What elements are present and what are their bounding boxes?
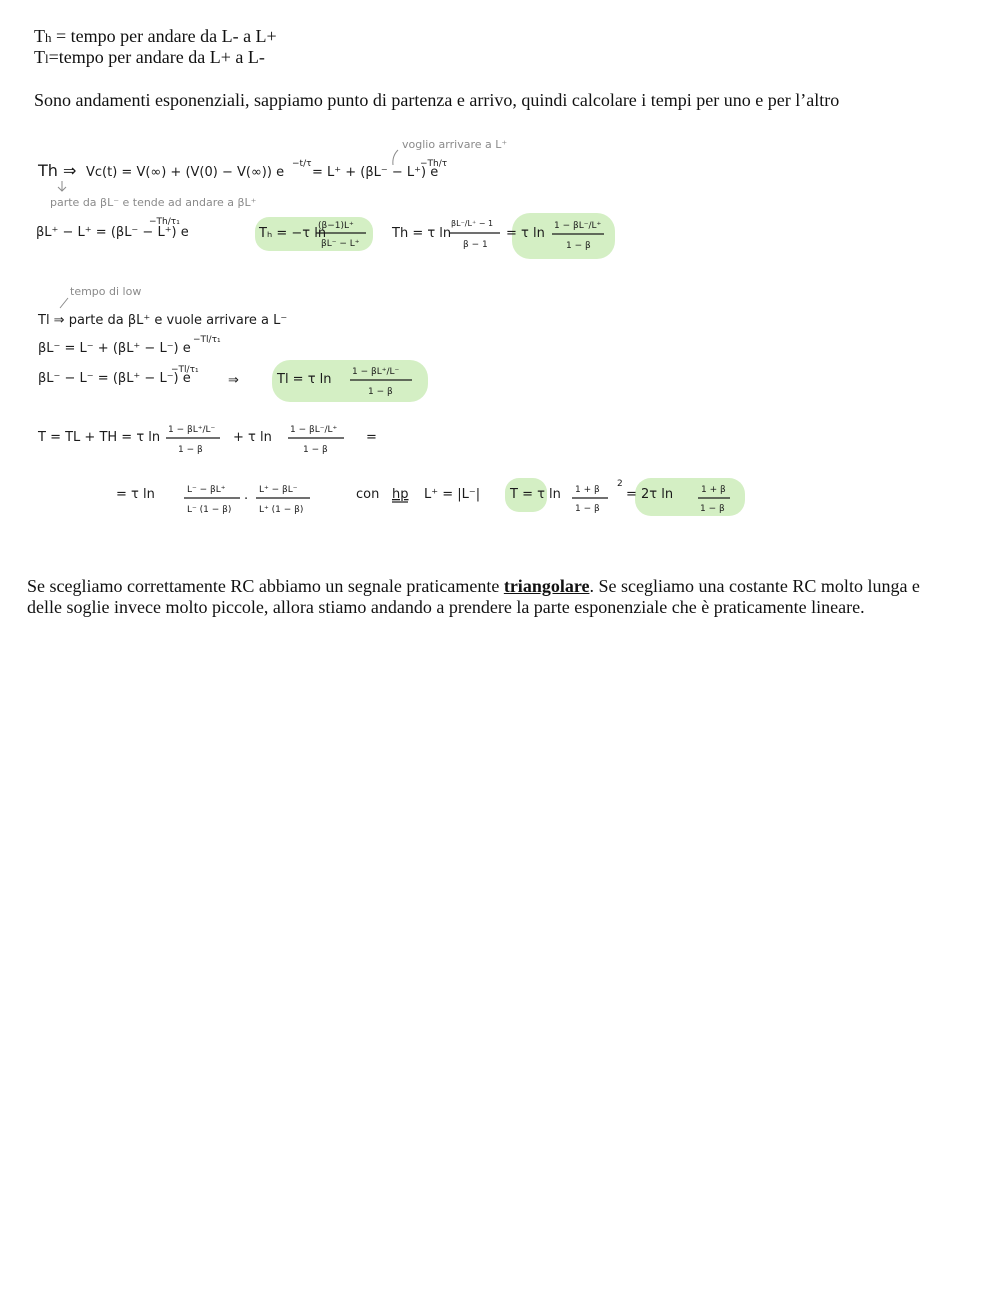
th-symbol: T	[34, 26, 45, 46]
intro-paragraph: Sono andamenti esponenziali, sappiamo punto di partenza e arrivo, quindi calcolare i tempi per uno e per l’altro	[34, 90, 840, 110]
line6-frac1-num: 1 − βL⁺/L⁻	[168, 425, 216, 435]
line5-frac-num: 1 − βL⁺/L⁻	[352, 367, 400, 377]
line1-rhs: = L⁺ + (βL⁻ − L⁺) e	[312, 165, 439, 180]
line7-hp: hp	[392, 487, 409, 502]
line7-frac4-den: 1 − β	[700, 504, 725, 514]
line6-frac2-num: 1 − βL⁻/L⁺	[290, 425, 338, 435]
closing-emphasis: triangolare	[503, 576, 590, 596]
line7-frac1-den: L⁻ (1 − β)	[187, 505, 232, 515]
note-soglia: voglio arrivare a L⁺	[402, 138, 508, 151]
line7-t: T = τ ln	[510, 487, 561, 502]
closing-paragraph	[27, 576, 957, 618]
line4-exp: −Tl/τ₁	[193, 335, 221, 345]
line6-plus: + τ ln	[233, 430, 272, 445]
line7-eq2: = 2τ ln	[626, 487, 674, 502]
line7-frac4-num: 1 + β	[701, 485, 726, 495]
closing-before: Se scegliamo correttamente RC abbiamo un segnale praticamente	[27, 576, 504, 596]
note-parte-arrow	[58, 181, 66, 191]
line2-frac2-num: βL⁻/L⁺ − 1	[451, 219, 494, 228]
line1-rhs-exp: −Th/τ	[420, 159, 448, 169]
line6-expr: T = TL + TH = τ ln	[38, 430, 161, 445]
line2-exp: −Th/τ₁	[149, 217, 180, 227]
note-parte: parte da βL⁻ e tende ad andare a βL⁺	[50, 196, 257, 209]
line2-eq: = τ ln	[506, 226, 545, 241]
line2-expr: βL⁺ − L⁺ = (βL⁻ − L⁺) e	[36, 225, 189, 240]
line2-frac3-num: 1 − βL⁻/L⁺	[554, 221, 602, 231]
line7-cond: L⁺ = |L⁻|	[424, 487, 481, 502]
note-tempo-low-arrow	[60, 298, 68, 308]
line7-frac3-den: 1 − β	[575, 504, 600, 514]
th-text: = tempo per andare da L- a L+	[51, 26, 277, 46]
line2-frac3-den: 1 − β	[566, 241, 591, 251]
line5-frac-den: 1 − β	[368, 387, 393, 397]
line2-th: Tₕ = −τ ln	[259, 226, 327, 241]
line7-expr: = τ ln	[116, 487, 155, 502]
line7-dot: ·	[244, 492, 249, 507]
line7-frac1-num: L⁻ − βL⁺	[187, 485, 226, 495]
line3-expr: Tl ⇒ parte da βL⁺ e vuole arrivare a L⁻	[38, 313, 288, 328]
line7-con: con	[356, 487, 380, 502]
line2-frac2-den: β − 1	[463, 240, 488, 250]
line1-lhs: Th ⇒	[38, 161, 77, 180]
line2-frac-num: (β−1)L⁺	[318, 221, 354, 231]
closing-after: . Se scegliamo una costante RC molto lunga e delle soglie invece molto piccole, allora stiamo andando a prendere la parte esponenziale che è praticamente lineare.	[27, 576, 920, 617]
th-sub: h	[45, 30, 52, 45]
line1-expr: Vc(t) = V(∞) + (V(0) − V(∞)) e	[86, 165, 285, 180]
line6-eq: =	[366, 430, 377, 445]
line5-arrow: ⇒	[228, 373, 239, 388]
line6-frac1-den: 1 − β	[178, 445, 203, 455]
line2-th2: Th = τ ln	[392, 226, 452, 241]
line4-expr: βL⁻ = L⁻ + (βL⁺ − L⁻) e	[38, 341, 191, 356]
line1-exp: −t/τ	[292, 159, 312, 169]
line2-frac-den: βL⁻ − L⁺	[321, 239, 360, 249]
line7-frac2-num: L⁺ − βL⁻	[259, 485, 298, 495]
line5-exp: −Tl/τ₁	[171, 365, 199, 375]
line5-tl: Tl = τ ln	[277, 372, 332, 387]
line7-frac3-num: 1 + β	[575, 485, 600, 495]
note-soglia-arrow	[393, 150, 398, 165]
line7-frac2-den: L⁺ (1 − β)	[259, 505, 304, 515]
tl-text: =tempo per andare da L+ a L-	[48, 47, 265, 67]
tl-sub: l	[45, 51, 49, 66]
handwritten-notes	[0, 0, 1000, 540]
note-tempo-low: tempo di low	[70, 285, 142, 298]
line5-expr: βL⁻ − L⁻ = (βL⁺ − L⁻) e	[38, 371, 191, 386]
line6-frac2-den: 1 − β	[303, 445, 328, 455]
line7-sq: 2	[617, 479, 623, 489]
tl-symbol: T	[34, 47, 45, 67]
